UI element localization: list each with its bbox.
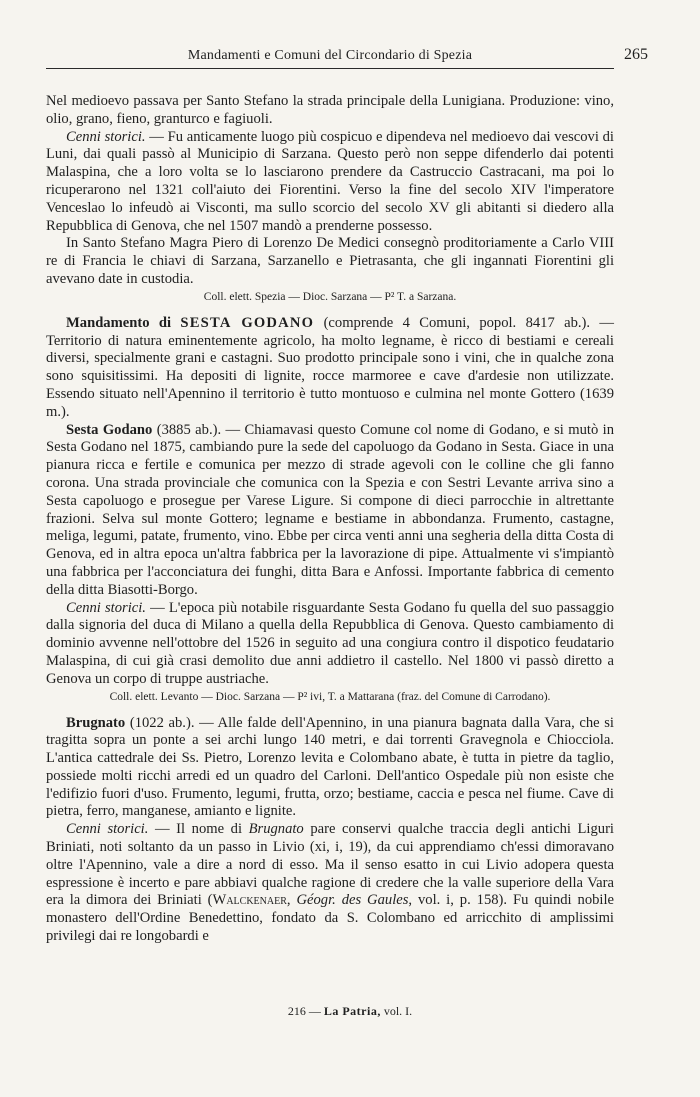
running-head: Mandamenti e Comuni del Circondario di Spezia xyxy=(187,48,473,63)
paragraph-text: — Il nome di xyxy=(148,821,249,838)
author-walckenaer: Walckenaer xyxy=(212,892,287,909)
page-number: 265 xyxy=(624,46,648,63)
spacer xyxy=(46,305,614,315)
paragraph-text: , vol. i, p. 158). Fu quindi nobile monastero dell'Ordine Benedettino, fondato da S. Colombano ed arricchito di amplissimi privilegi dai re longobardi e xyxy=(46,892,615,945)
section-label: Cenni storici. xyxy=(66,821,149,838)
paragraph-mandamento-sesta-godano xyxy=(46,315,614,422)
paragraph-de-medici: In Santo Stefano Magra Piero di Lorenzo De Medici consegnò proditoriamente a Carlo VIII re di Francia le chiavi di Sarzana, Sarzanello e Pietrasanta, che gli ingannati Fiorentini gli avevano date in custodia. xyxy=(46,235,614,287)
mandamento-prefix: Mandamento di xyxy=(66,314,181,331)
spacer xyxy=(46,705,614,715)
paragraph-history-sesta-godano xyxy=(46,600,614,689)
brugnato-term: Brugnato xyxy=(248,821,304,838)
paragraph-text: pare conservi qualche traccia degli antichi Liguri Briniati, noti soltanto da un passo in Livio (xi, i, 19), da cui apprendiamo ch'essi dimoravano oltre l'Apennino, vale a dire a nord di esso. Ma il senso esatto in cui Livio adopera questa espressione è incerto e pare abbiavi qualche ragione di credere che la valle superiore della Vara era la dimora dei Briniati ( xyxy=(46,821,614,909)
paragraph-text: , xyxy=(286,892,297,909)
page-header xyxy=(46,46,648,69)
paragraph-text: — Fu anticamente luogo più cospicuo e dipendeva nel medioevo dai vescovi di Luni, dai quali passò al Municipio di Sarzana. Questo però non seppe difenderlo dai potenti Malaspina, che a loro volta se lo lasciarono prendere da Castruccio Castracani, ma poi lo ricuperarono nel 1321 coll'aiuto dei Fiorentini. Verso la fine del secolo XIV l'imperatore Venceslao lo infeudò ai Visconti, ma sullo scorcio del secolo XV gli abitanti si diedero alla Repubblica di Genova, che nel 1507 mandò a prenderne possesso. xyxy=(46,128,614,234)
paragraph-history-brugnato xyxy=(46,821,614,946)
comune-name: Brugnato xyxy=(66,714,126,731)
volume-label: vol. I. xyxy=(380,1004,413,1018)
section-label: Cenni storici. xyxy=(66,128,146,145)
paragraph-text: (comprende 4 Comuni, popol. 8417 ab.). — Territorio di natura eminentemente agricolo, ha molto legname, è ricco di bestiami e cereali diversi, specialmente grani e castagni. Suo prodotto principale sono i vini, che in qualche zona sono squisitissimi. Ha depositi di lignite, rocce marmoree e cave d'ardesie non utilizzate. Essendo situato nell'Apennino il territorio è tutto montuoso e culmina nel monte Gottero (1639 m.). xyxy=(46,314,614,420)
mandamento-name: SESTA GODANO xyxy=(180,314,315,331)
electoral-note-spezia: Coll. elett. Spezia — Dioc. Sarzana — P² T. a Sarzana. xyxy=(203,290,457,303)
publication-title: La Patria, xyxy=(323,1004,381,1018)
page-footer xyxy=(0,1004,700,1019)
electoral-note-levanto: Coll. elett. Levanto — Dioc. Sarzana — P² ivi, T. a Mattarana (fraz. del Comune di Carrodano). xyxy=(109,690,551,703)
book-title: Géogr. des Gaules xyxy=(296,892,409,909)
paragraph-production: Nel medioevo passava per Santo Stefano la strada principale della Lunigiana. Produzione: vino, olio, grano, fieno, granturco e fagiuoli. xyxy=(46,93,614,127)
paragraph-brugnato xyxy=(46,715,614,822)
signature-number: 216 — xyxy=(287,1004,324,1018)
paragraph-history-santo-stefano xyxy=(46,129,614,236)
comune-name: Sesta Godano xyxy=(66,421,153,438)
paragraph-text: (3885 ab.). — Chiamavasi questo Comune col nome di Godano, e si mutò in Sesta Godano nel 1875, cambiando pure la sede del capoluogo da Godano in Sesta. Giace in una pianura ricca e fertile e comunica per mezzo di strade agevoli con le colline che gli fanno corona. Una strada provinciale che comunica con la Spezia e con Sestri Levante arriva sino a Sesta capoluogo e prosegue per Varese Ligure. Si compone di dieci parrocchie in altrettante frazioni. Selva sul monte Gottero; legname e bestiame in abbondanza. Frumento, castagne, meliga, legumi, patate, frumento, vino. Ebbe per circa venti anni una segheria della ditta Costa di Genova, ed in altra epoca un'altra fabbrica per la lavorazione di pipe. Attualmente vi s'impiantò una fabbrica per l'acconciatura dei funghi, ditta Bara e Anfossi. Importante fabbrica di cemento della ditta Biasotti-Borgo. xyxy=(46,421,614,598)
page-body xyxy=(46,93,614,946)
section-label: Cenni storici. xyxy=(66,599,146,616)
paragraph-text: (1022 ab.). — Alle falde dell'Apennino, in una pianura bagnata dalla Vara, che si tragitta sopra un ponte a sei archi lungo 140 metri, e dai torrenti Gravegnola e Chiocciola. L'antica cattedrale dei Ss. Pietro, Lorenzo levita e Colombano abate, è tutta in pietre da taglio, possiede molti ricchi arredi ed un quadro del Carloni. Dell'antico Ospedale più non esiste che l'edifizio fuori d'uso. Frumento, legumi, frutta, orzo; bestiame, caccia e pesca nel fiume. Cave di pietra, ferro, manganese, amianto e lignite. xyxy=(46,714,614,820)
paragraph-sesta-godano xyxy=(46,422,614,600)
paragraph-text: — L'epoca più notabile risguardante Sesta Godano fu quella del suo passaggio dalla signoria del duca di Milano a quella della Repubblica di Genova. Questo cambiamento di dominio avvenne nell'ottobre del 1526 in seguito ad una congiura contro il dispotico feudatario Malaspina, di cui già crasi demolito due anni addietro il castello. Nel 1800 vi passò diretto a Genova un corpo di truppe austriache. xyxy=(46,599,614,687)
